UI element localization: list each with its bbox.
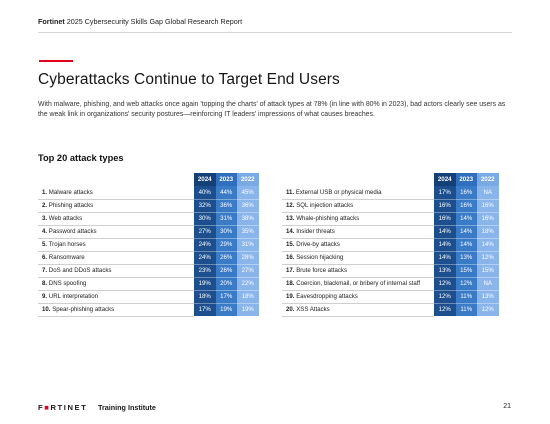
attack-name: URL interpretation (48, 293, 99, 300)
value-cell-2023: 14% (456, 212, 478, 225)
year-header-2022: 2022 (477, 173, 499, 186)
value-cell-2024: 16% (434, 199, 456, 212)
attack-name-cell (282, 238, 434, 251)
attack-name: XSS Attacks (296, 306, 330, 313)
logo-letter-f: F (38, 403, 45, 412)
value-cell-2023: 12% (456, 277, 478, 290)
value-cell-2024: 40% (194, 186, 216, 199)
table-row (38, 212, 259, 225)
table-row (38, 277, 259, 290)
attack-name: DoS and DDoS attacks (48, 267, 112, 274)
attack-name-cell (38, 303, 194, 316)
value-cell-2022: 27% (237, 264, 259, 277)
value-cell-2022: 22% (237, 277, 259, 290)
fortinet-logo (38, 403, 87, 412)
value-cell-2022: 15% (477, 264, 499, 277)
value-cell-2024: 16% (434, 212, 456, 225)
attack-table-right (282, 173, 499, 317)
value-cell-2023: 16% (456, 199, 478, 212)
value-cell-2024: 12% (434, 303, 456, 316)
attack-name-cell (282, 264, 434, 277)
table-row (282, 238, 499, 251)
attack-name-cell (282, 290, 434, 303)
table-row (38, 225, 259, 238)
value-cell-2023: 15% (456, 264, 478, 277)
attack-name-cell (38, 199, 194, 212)
table-row (282, 277, 499, 290)
table-row (282, 186, 499, 199)
table-header-row (38, 173, 259, 186)
value-cell-2024: 13% (434, 264, 456, 277)
attack-name-cell (282, 303, 434, 316)
table-row (282, 212, 499, 225)
value-cell-2024: 23% (194, 264, 216, 277)
value-cell-2022: 12% (477, 303, 499, 316)
table-row (282, 251, 499, 264)
value-cell-2022: 14% (477, 238, 499, 251)
section-title: Top 20 attack types (38, 153, 124, 163)
rank-number: 9. (42, 293, 48, 300)
value-cell-2022: 31% (237, 238, 259, 251)
value-cell-2022: NA (477, 186, 499, 199)
attack-name-cell (282, 186, 434, 199)
value-cell-2023: 30% (216, 225, 238, 238)
value-cell-2023: 44% (216, 186, 238, 199)
attack-name: Phishing attacks (48, 202, 94, 209)
attack-name: Trojan horses (48, 241, 86, 248)
rank-number: 18. (286, 280, 295, 287)
attack-name: Session hijacking (296, 254, 344, 261)
page-title: Cyberattacks Continue to Target End Users (38, 71, 340, 88)
value-cell-2022: 45% (237, 186, 259, 199)
accent-bar (39, 60, 73, 62)
rank-number: 14. (286, 228, 295, 235)
report-header (38, 17, 242, 26)
rank-number: 17. (286, 267, 295, 274)
rank-number: 15. (286, 241, 295, 248)
table-row (38, 238, 259, 251)
attack-name: Insider threats (296, 228, 335, 235)
rank-number: 5. (42, 241, 48, 248)
rank-number: 6. (42, 254, 48, 261)
value-cell-2024: 17% (434, 186, 456, 199)
attack-name-cell (38, 212, 194, 225)
attack-table-left (38, 173, 259, 317)
attack-name: SQL injection attacks (296, 202, 354, 209)
table-row (282, 303, 499, 316)
attack-name-cell (38, 238, 194, 251)
attack-name-cell (38, 186, 194, 199)
year-header-2023: 2023 (216, 173, 238, 186)
attack-name-cell (38, 264, 194, 277)
footer-label: Training Institute (98, 403, 156, 412)
value-cell-2022: 38% (237, 212, 259, 225)
attack-name: Ransomware (48, 254, 85, 261)
attack-name: Web attacks (48, 215, 83, 222)
attack-name-cell (38, 225, 194, 238)
value-cell-2023: 11% (456, 303, 478, 316)
value-cell-2024: 18% (194, 290, 216, 303)
rank-number: 1. (42, 188, 48, 196)
year-header-2024: 2024 (434, 173, 456, 186)
value-cell-2022: 12% (477, 251, 499, 264)
value-cell-2022: 36% (237, 199, 259, 212)
rank-number: 16. (286, 254, 295, 261)
header-report-name: 2025 Cybersecurity Skills Gap Global Research Report (66, 17, 243, 26)
value-cell-2023: 29% (216, 238, 238, 251)
value-cell-2023: 26% (216, 251, 238, 264)
logo-dot-icon: ■ (44, 403, 51, 412)
attack-name: Eavesdropping attacks (296, 293, 358, 300)
table-row (282, 290, 499, 303)
table-row (38, 290, 259, 303)
value-cell-2023: 36% (216, 199, 238, 212)
table-row (282, 199, 499, 212)
value-cell-2022: 28% (237, 251, 259, 264)
value-cell-2024: 19% (194, 277, 216, 290)
value-cell-2023: 13% (456, 251, 478, 264)
year-header-2022: 2022 (237, 173, 259, 186)
attack-name-cell (282, 251, 434, 264)
value-cell-2023: 11% (456, 290, 478, 303)
value-cell-2024: 12% (434, 277, 456, 290)
attack-name-cell (38, 277, 194, 290)
table-row (38, 303, 259, 316)
table-row (38, 199, 259, 212)
rank-number: 2. (42, 202, 48, 209)
logo-rest: RTINET (50, 403, 88, 412)
attack-name: Malware attacks (48, 188, 93, 196)
attack-name: DNS spoofing (48, 280, 87, 287)
rank-number: 19. (286, 293, 295, 300)
attack-name-cell (38, 251, 194, 264)
header-spacer (282, 173, 434, 186)
value-cell-2024: 27% (194, 225, 216, 238)
attack-name-cell (282, 199, 434, 212)
table-row (282, 225, 499, 238)
rank-number: 13. (286, 215, 295, 222)
value-cell-2024: 14% (434, 225, 456, 238)
value-cell-2023: 14% (456, 225, 478, 238)
header-divider (38, 32, 512, 33)
table-header-row (282, 173, 499, 186)
value-cell-2024: 24% (194, 238, 216, 251)
value-cell-2024: 14% (434, 251, 456, 264)
table-row (282, 264, 499, 277)
attack-name-cell (282, 212, 434, 225)
year-header-2023: 2023 (456, 173, 478, 186)
attack-name: Spear-phishing attacks (52, 306, 115, 313)
value-cell-2023: 19% (216, 303, 238, 316)
intro-paragraph: With malware, phishing, and web attacks once again 'topping the charts' of attack types at 78% (in line with 80% in 2023), bad actors clearly see users as the weak link in organizations' security postures—reinforcing IT leaders' impressions of what causes breaches. (38, 101, 506, 119)
value-cell-2023: 20% (216, 277, 238, 290)
value-cell-2023: 16% (456, 186, 478, 199)
value-cell-2024: 30% (194, 212, 216, 225)
header-brand: Fortinet (38, 17, 65, 26)
attack-name: Whale-phishing attacks (296, 215, 360, 222)
attack-name: Drive-by attacks (296, 241, 340, 248)
header-spacer (38, 173, 194, 186)
attack-name: Password attacks (48, 228, 97, 235)
attack-name: Coercion, blackmail, or bribery of internal staff (296, 280, 421, 287)
table-row (38, 186, 259, 199)
rank-number: 8. (42, 280, 48, 287)
value-cell-2024: 14% (434, 238, 456, 251)
value-cell-2023: 17% (216, 290, 238, 303)
year-header-2024: 2024 (194, 173, 216, 186)
table-row (38, 251, 259, 264)
value-cell-2022: 16% (477, 199, 499, 212)
value-cell-2024: 17% (194, 303, 216, 316)
value-cell-2024: 12% (434, 290, 456, 303)
value-cell-2022: 18% (237, 290, 259, 303)
value-cell-2023: 26% (216, 264, 238, 277)
rank-number: 11. (286, 188, 295, 196)
rank-number: 3. (42, 215, 48, 222)
value-cell-2022: 18% (477, 225, 499, 238)
value-cell-2024: 24% (194, 251, 216, 264)
attack-name-cell (38, 290, 194, 303)
rank-number: 7. (42, 267, 48, 274)
rank-number: 20. (286, 306, 295, 313)
table-row (38, 264, 259, 277)
value-cell-2022: NA (477, 277, 499, 290)
attack-name: External USB or physical media (295, 188, 382, 196)
rank-number: 12. (286, 202, 295, 209)
value-cell-2022: 13% (477, 290, 499, 303)
value-cell-2022: 16% (477, 212, 499, 225)
attack-name-cell (282, 277, 434, 290)
attack-name-cell (282, 225, 434, 238)
rank-number: 4. (42, 228, 48, 235)
value-cell-2023: 31% (216, 212, 238, 225)
attack-name: Brute force attacks (296, 267, 347, 274)
rank-number: 10. (42, 306, 51, 313)
page-number: 21 (503, 403, 511, 410)
value-cell-2023: 14% (456, 238, 478, 251)
value-cell-2022: 35% (237, 225, 259, 238)
value-cell-2024: 32% (194, 199, 216, 212)
value-cell-2022: 19% (237, 303, 259, 316)
